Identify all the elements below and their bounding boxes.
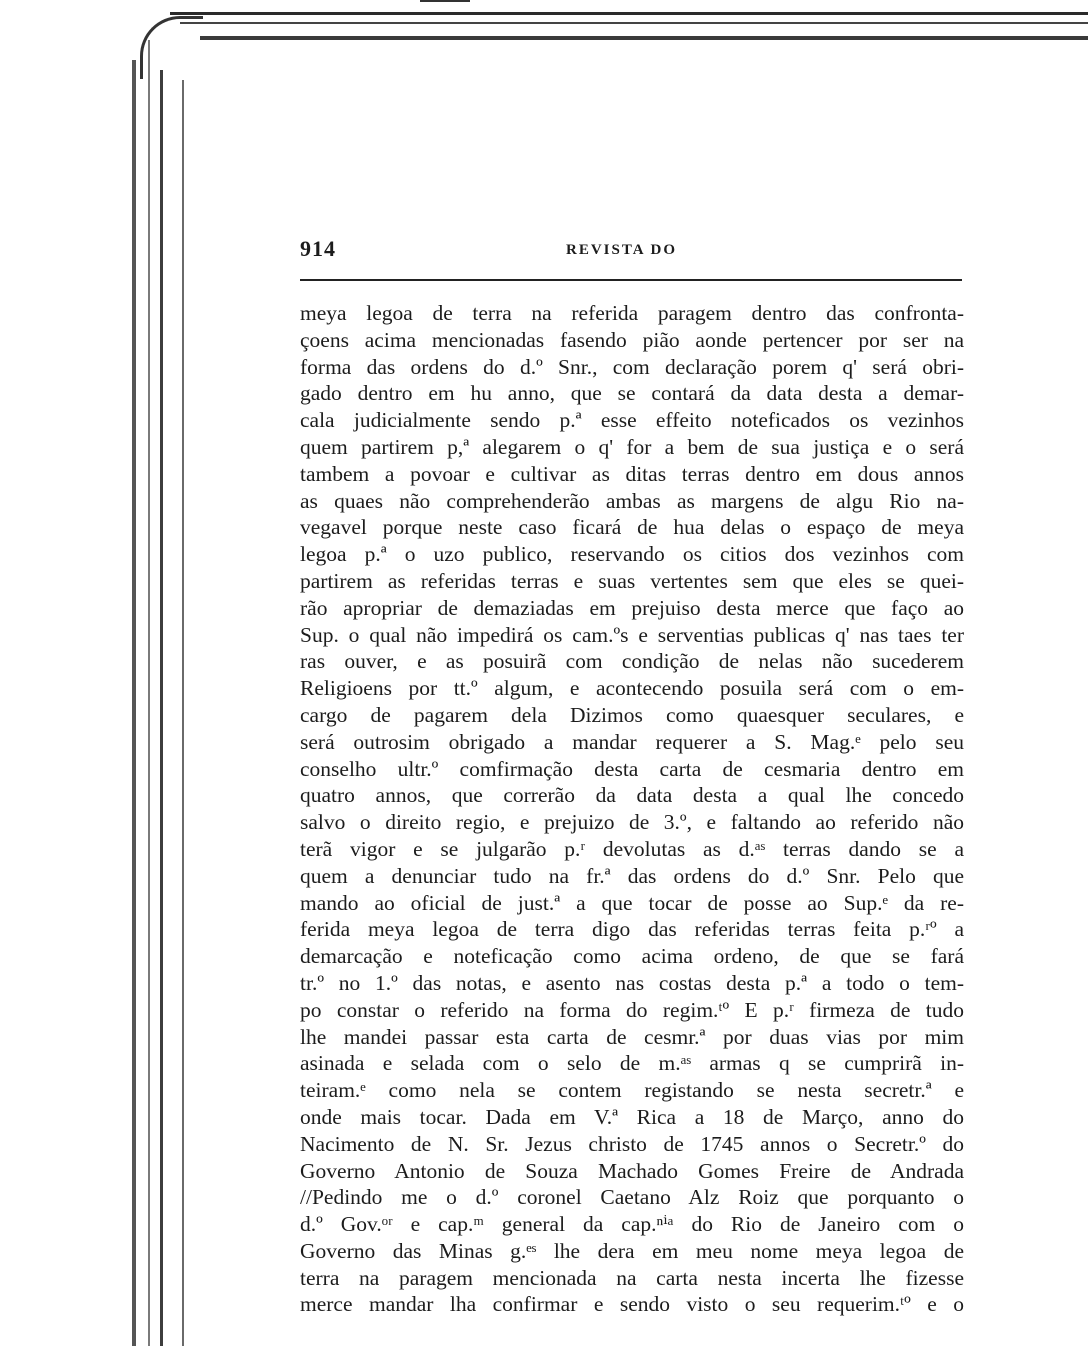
book-spine-edge xyxy=(148,40,150,1346)
text-line: terã vigor e se julgarão p.ʳ devolutas as d.ᵃˢ terras dando se a xyxy=(300,836,964,861)
text-line: salvo o direito regio, e prejuizo de 3.º, e faltando ao referido não xyxy=(300,810,964,835)
text-line: legoa p.ª o uzo publico, reservando os citios dos vezinhos com xyxy=(300,542,964,567)
text-line: Governo Antonio de Souza Machado Gomes Freire de Andrada xyxy=(300,1158,964,1183)
text-line: ras ouver, e as posuirã com condição de nelas não sucederem xyxy=(300,649,964,674)
text-line: cala judicialmente sendo p.ª esse effeito noteficados os vezinhos xyxy=(300,408,964,433)
scan-edge xyxy=(200,36,1088,40)
text-line: quem a denunciar tudo na fr.ª das ordens do d.º Snr. Pelo que xyxy=(300,863,964,888)
text-line: asinada e selada com o selo de m.ᵃˢ armas q se cumprirã in- xyxy=(300,1051,964,1076)
text-line: partirem as referidas terras e suas vertentes sem que eles se quei- xyxy=(300,568,964,593)
text-line: çoens acima mencionadas fasendo pião aonde pertencer por ser na xyxy=(300,327,964,352)
text-line: Nacimento de N. Sr. Jezus christo de 1745 annos o Secretr.º do xyxy=(300,1131,964,1156)
text-line: gado dentro em hu anno, que se contará da data desta a demar- xyxy=(300,381,964,406)
book-spine-edge xyxy=(160,70,163,1346)
text-line: Religioens por tt.º algum, e acontecendo posuila será com o em- xyxy=(300,676,964,701)
text-line: quem partirem p,ª alegarem o q' for a bem de sua justiça e o será xyxy=(300,434,964,459)
text-line: terra na paragem mencionada na carta nesta incerta lhe fizesse xyxy=(300,1265,964,1290)
text-line: lhe mandei passar esta carta de cesmr.ª por duas vias por mim xyxy=(300,1024,964,1049)
text-line: merce mandar lha confirmar e sendo visto o seu requerim.ᵗº e o xyxy=(300,1292,964,1317)
running-head: REVISTA DO xyxy=(566,242,677,258)
text-line: teiram.ᵉ como nela se contem registando se nesta secretr.ª e xyxy=(300,1078,964,1103)
header-rule xyxy=(300,279,962,281)
text-line: vegavel porque neste caso ficará de hua delas o espaço de meya xyxy=(300,515,964,540)
text-line: d.º Gov.ᵒʳ e cap.ᵐ general da cap.ⁿⁱᵃ do Rio de Janeiro com o xyxy=(300,1212,964,1237)
scan-edge xyxy=(170,12,1088,15)
scan-edge xyxy=(420,0,470,2)
text-line: forma das ordens do d.º Snr., com declaração porem q' será obri- xyxy=(300,354,964,379)
text-line: cargo de pagarem dela Dizimos como quaesquer seculares, e xyxy=(300,702,964,727)
book-spine-edge xyxy=(182,80,184,1346)
body-text xyxy=(300,300,964,1318)
text-line: as quaes não comprehenderão ambas as margens de algu Rio na- xyxy=(300,488,964,513)
text-line: será outrosim obrigado a mandar requerer a S. Mag.ᵉ pelo seu xyxy=(300,729,964,754)
text-line: Sup. o qual não impedirá os cam.ºs e serventias publicas q' nas taes ter xyxy=(300,622,964,647)
text-line: ferida meya legoa de terra digo das referidas terras feita p.ʳº a xyxy=(300,917,964,942)
text-line: //Pedindo me o d.º coronel Caetano Alz Roiz que porquanto o xyxy=(300,1185,964,1210)
text-line: conselho ultr.º comfirmação desta carta de cesmaria dentro em xyxy=(300,756,964,781)
text-line: tr.º no 1.º das notas, e asento nas costas desta p.ª a todo o tem- xyxy=(300,970,964,995)
text-line: tambem a povoar e cultivar as ditas terras dentro em dous annos xyxy=(300,461,964,486)
text-line: meya legoa de terra na referida paragem dentro das confronta- xyxy=(300,301,964,325)
text-line: mando ao oficial de just.ª a que tocar de posse ao Sup.ᵉ da re- xyxy=(300,890,964,915)
page-header xyxy=(300,236,962,276)
page-number: 914 xyxy=(300,236,336,261)
text-line: po constar o referido na forma do regim.ᵗº E p.ʳ firmeza de tudo xyxy=(300,997,964,1022)
text-line: onde mais tocar. Dada em V.ª Rica a 18 de Março, anno do xyxy=(300,1104,964,1129)
book-spine-edge xyxy=(132,60,136,1346)
scan-edge xyxy=(180,22,1088,24)
text-line: rão apropriar de demaziadas em prejuiso desta merce que faço ao xyxy=(300,595,964,620)
text-line: demarcação e noteficação como acima ordeno, de que se fará xyxy=(300,944,964,969)
text-line: quatro annos, que correrão da data desta a qual lhe concedo xyxy=(300,783,964,808)
text-line: Governo das Minas g.ᵉˢ lhe dera em meu nome meya legoa de xyxy=(300,1238,964,1263)
